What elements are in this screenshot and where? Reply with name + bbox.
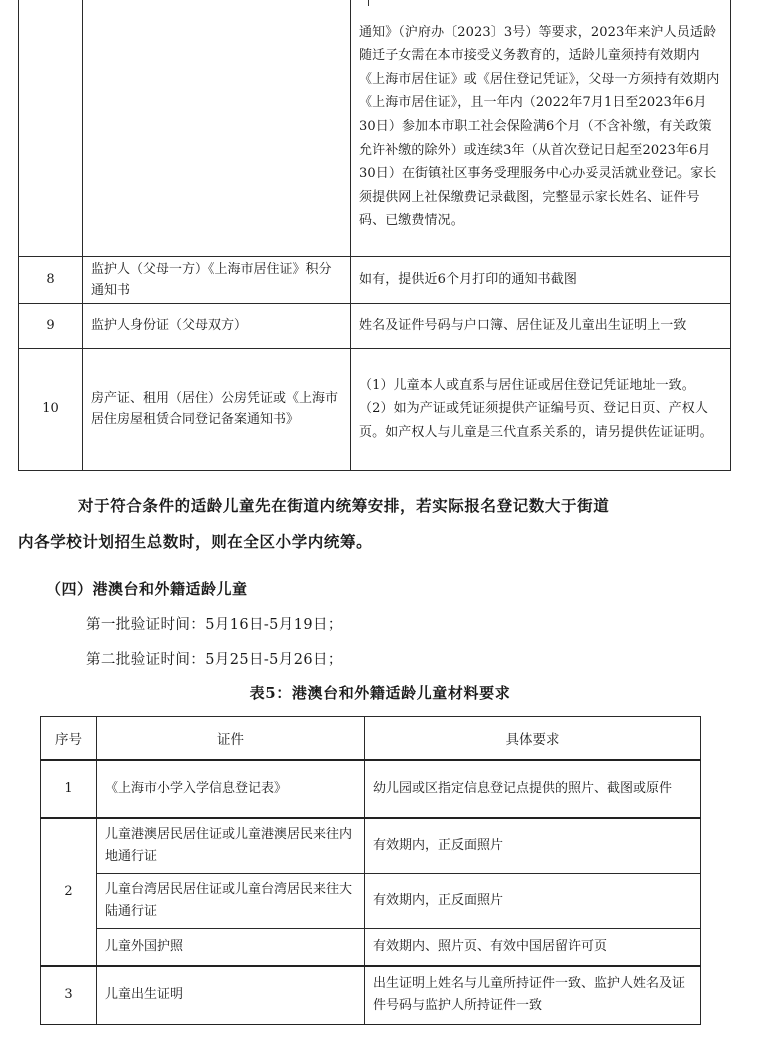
materials-table-5 bbox=[40, 716, 701, 1025]
certificate-cell: 监护人（父母一方）《上海市居住证》积分通知书 bbox=[83, 256, 351, 303]
certificate-cell: 房产证、租用（居住）公房凭证或《上海市居住房屋租赁合同登记备案通知书》 bbox=[83, 348, 351, 470]
row-number: 3 bbox=[41, 966, 97, 1024]
certificate-cell: 儿童出生证明 bbox=[97, 966, 365, 1024]
paragraph-line: 内各学校计划招生总数时，则在全区小学内统筹。 bbox=[18, 532, 373, 551]
requirement-item: （1）儿童本人或直系与居住证或居住登记凭证地址一致。 bbox=[359, 377, 695, 393]
requirement-cell: 幼儿园或区指定信息登记点提供的照片、截图或原件 bbox=[365, 760, 701, 818]
column-header-certificate: 证件 bbox=[97, 717, 365, 761]
verification-time-batch-2: 第二批验证时间：5月25日-5月26日； bbox=[86, 652, 343, 668]
table-row bbox=[19, 303, 731, 348]
table-caption: 表5：港澳台和外籍适龄儿童材料要求 bbox=[249, 684, 511, 702]
requirement-cell: 有效期内，正反面照片 bbox=[365, 818, 701, 873]
materials-table-continued bbox=[18, 0, 731, 471]
table-header-row bbox=[41, 717, 701, 761]
row-number: 9 bbox=[19, 303, 83, 348]
certificate-cell bbox=[83, 0, 351, 256]
certificate-cell: 儿童港澳居民居住证或儿童港澳居民来往内地通行证 bbox=[97, 818, 365, 873]
certificate-cell: 《上海市小学入学信息登记表》 bbox=[97, 760, 365, 818]
certificate-cell: 儿童外国护照 bbox=[97, 928, 365, 966]
row-number: 10 bbox=[19, 348, 83, 470]
requirement-cell: 通知》（沪府办〔2023〕3号）等要求，2023年来沪人员适龄随迁子女需在本市接受义务教育的，适龄儿童须持有效期内《上海市居住证》或《居住登记凭证》，父母一方须持有效期内《上海市居住证》，且一年内（2022年7月1日至2023年6月30日）参加本市职工社会保险满6个月（不含补缴，有关政策允许补缴的除外）或连续3年（从首次登记日起至2023年6月30日）在街镇社区事务受理服务中心办妥灵活就业登记。家长须提供网上社保缴费记录截图，完整显示家长姓名、证件号码、已缴费情况。 bbox=[351, 0, 731, 256]
requirement-cell: 出生证明上姓名与儿童所持证件一致、监护人姓名及证件号码与监护人所持证件一致 bbox=[365, 966, 701, 1024]
table-row bbox=[41, 760, 701, 818]
table-row bbox=[41, 966, 701, 1024]
requirement-cell bbox=[351, 348, 731, 470]
column-header-number: 序号 bbox=[41, 717, 97, 761]
column-header-requirement: 具体要求 bbox=[365, 717, 701, 761]
table-row bbox=[41, 873, 701, 928]
row-number: 8 bbox=[19, 256, 83, 303]
paragraph-line: 对于符合条件的适龄儿童先在街道内统筹安排，若实际报名登记数大于街道 bbox=[78, 496, 610, 515]
requirement-cell: 有效期内、照片页、有效中国居留许可页 bbox=[365, 928, 701, 966]
table-row bbox=[19, 256, 731, 303]
row-number: 1 bbox=[41, 760, 97, 818]
verification-time-batch-1: 第一批验证时间：5月16日-5月19日； bbox=[86, 617, 343, 633]
requirement-cell: 姓名及证件号码与户口簿、居住证及儿童出生证明上一致 bbox=[351, 303, 731, 348]
requirement-item: （2）如为产证或凭证须提供产证编号页、登记日页、产权人页。如产权人与儿童是三代直系关系的，请另提供佐证证明。 bbox=[359, 401, 713, 440]
row-number: 2 bbox=[41, 818, 97, 966]
table-row bbox=[19, 0, 731, 256]
certificate-cell: 监护人身份证（父母双方） bbox=[83, 303, 351, 348]
requirement-cell: 有效期内，正反面照片 bbox=[365, 873, 701, 928]
section-heading: （四）港澳台和外籍适龄儿童 bbox=[46, 580, 248, 598]
row-number bbox=[19, 0, 83, 256]
table-row bbox=[19, 348, 731, 470]
table-row bbox=[41, 818, 701, 873]
requirement-cell: 如有，提供近6个月打印的通知书截图 bbox=[351, 256, 731, 303]
certificate-cell: 儿童台湾居民居住证或儿童台湾居民来往大陆通行证 bbox=[97, 873, 365, 928]
table-row bbox=[41, 928, 701, 966]
